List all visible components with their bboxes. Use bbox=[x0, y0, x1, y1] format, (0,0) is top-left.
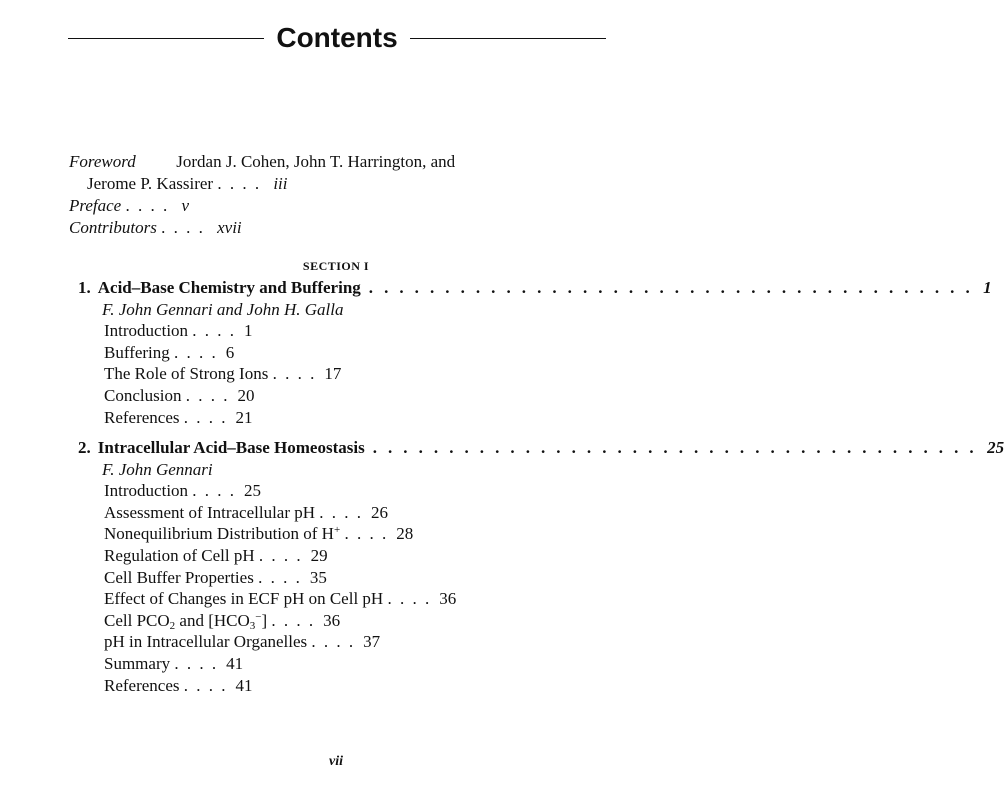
entry-title: pH in Intracellular Organelles bbox=[104, 632, 308, 652]
entry-title-part: Cell PCO bbox=[104, 610, 170, 630]
dot-leader: . . . . bbox=[192, 481, 237, 501]
foreword-entry-cont bbox=[69, 173, 609, 195]
contributors-label: Contributors bbox=[69, 218, 157, 237]
entry-page: 41 bbox=[226, 653, 244, 673]
entry-page: 36 bbox=[323, 610, 341, 630]
foreword-authors-line1: Jordan J. Cohen, John T. Harrington, and bbox=[176, 152, 456, 171]
dot-leader: . . . . bbox=[217, 174, 262, 193]
contributors-page: xvii bbox=[217, 218, 242, 237]
entry-page: 25 bbox=[244, 481, 262, 501]
chapter-title: Intracellular Acid–Base Homeostasis bbox=[97, 438, 365, 457]
chapter-title-row bbox=[78, 437, 1004, 459]
entry-title: Effect of Changes in ECF pH on Cell pH bbox=[104, 589, 384, 609]
dot-leader: . . . . bbox=[183, 407, 228, 427]
entry-page: 20 bbox=[237, 385, 255, 405]
chapter-dot-leader: . . . . . . . . . . . . . . . . . . . . . . . . . . . . . . . . . . . . . . . . bbox=[372, 438, 978, 457]
toc-entry bbox=[78, 342, 608, 364]
entry-title: References bbox=[104, 675, 180, 695]
foreword-page: iii bbox=[273, 174, 288, 193]
dot-leader: . . . . bbox=[185, 385, 230, 405]
toc-entry bbox=[78, 653, 608, 675]
entry-title-part: and [HCO bbox=[175, 610, 250, 630]
dot-leader: . . . . bbox=[161, 218, 205, 237]
entry-page: 1 bbox=[244, 321, 253, 341]
entry-title: Conclusion bbox=[104, 385, 182, 405]
entry-title: Summary bbox=[104, 653, 171, 673]
page-title: Contents bbox=[276, 22, 398, 53]
entry-title: Assessment of Intracellular pH bbox=[104, 502, 316, 522]
heading-rule-right bbox=[410, 38, 606, 39]
dot-leader: . . . . bbox=[272, 364, 317, 384]
entry-title: Introduction bbox=[104, 321, 189, 341]
entry-title: Nonequilibrium Distribution of H bbox=[104, 524, 334, 544]
entry-superscript: − bbox=[255, 610, 262, 623]
dot-leader: . . . . bbox=[174, 653, 219, 673]
dot-leader: . . . . bbox=[387, 589, 432, 609]
dot-leader: . . . . bbox=[258, 545, 303, 565]
dot-leader: . . . . bbox=[174, 342, 218, 362]
dot-leader: . . . . bbox=[344, 524, 389, 544]
chapter-dot-leader: . . . . . . . . . . . . . . . . . . . . . . . . . . . . . . . . . . . . . . . . bbox=[368, 278, 974, 297]
entry-page: 26 bbox=[371, 502, 389, 522]
entry-page: 6 bbox=[225, 342, 235, 362]
entry-page: 36 bbox=[439, 589, 457, 609]
foreword-label: Foreword bbox=[69, 152, 136, 171]
preface-entry bbox=[69, 195, 609, 217]
dot-leader: . . . . bbox=[183, 675, 228, 695]
entry-title: Regulation of Cell pH bbox=[104, 545, 255, 565]
entry-title bbox=[104, 611, 267, 630]
toc-entry bbox=[78, 320, 608, 342]
toc-entry bbox=[78, 675, 608, 697]
toc-entry bbox=[78, 631, 608, 653]
contributors-entry bbox=[69, 217, 609, 239]
entry-title-part: ] bbox=[261, 610, 268, 630]
preface-page: v bbox=[181, 196, 190, 215]
entry-subscript: 3 bbox=[249, 619, 256, 632]
front-matter bbox=[69, 151, 609, 239]
entry-page: 21 bbox=[235, 407, 253, 427]
entry-title: Cell Buffer Properties bbox=[104, 567, 254, 587]
dot-leader: . . . . bbox=[125, 196, 170, 215]
toc-entry bbox=[78, 407, 608, 429]
entry-title: References bbox=[104, 407, 180, 427]
page-number: vii bbox=[329, 754, 343, 769]
dot-leader: . . . . bbox=[192, 321, 237, 341]
toc-entry bbox=[78, 480, 608, 502]
entry-page: 35 bbox=[309, 567, 327, 587]
entry-title: The Role of Strong Ions bbox=[104, 364, 269, 384]
toc-entry bbox=[78, 545, 608, 567]
toc-entry bbox=[78, 385, 608, 407]
entry-title: Buffering bbox=[104, 342, 170, 362]
toc-entry bbox=[78, 523, 608, 545]
toc-entry bbox=[78, 610, 608, 632]
entry-page: 29 bbox=[310, 545, 328, 565]
entry-page: 17 bbox=[324, 364, 342, 384]
entry-title: Introduction bbox=[104, 481, 189, 501]
toc-entry bbox=[78, 363, 608, 385]
chapter-page: 1 bbox=[983, 278, 992, 297]
dot-leader: . . . . bbox=[319, 502, 364, 522]
entry-superscript: + bbox=[333, 524, 341, 537]
dot-leader: . . . . bbox=[311, 632, 356, 652]
entry-page: 37 bbox=[363, 632, 381, 652]
chapter-authors: F. John Gennari bbox=[102, 459, 213, 479]
chapter-1 bbox=[78, 277, 992, 428]
foreword-entry bbox=[69, 151, 609, 173]
dot-leader: . . . . bbox=[271, 610, 316, 630]
entry-subscript: 2 bbox=[169, 619, 176, 632]
chapter-title-row bbox=[78, 277, 992, 299]
chapter-2 bbox=[78, 437, 1004, 696]
toc-entry bbox=[78, 567, 608, 589]
preface-label: Preface bbox=[69, 196, 122, 215]
heading-rule-left bbox=[68, 38, 264, 39]
contents-heading bbox=[68, 18, 606, 58]
foreword-authors-line2: Jerome P. Kassirer bbox=[87, 174, 214, 193]
chapter-page: 25 bbox=[987, 438, 1004, 457]
section-label: SECTION I bbox=[302, 259, 370, 273]
toc-entry bbox=[78, 502, 608, 524]
chapter-number: 1. bbox=[78, 278, 91, 297]
dot-leader: . . . . bbox=[258, 567, 302, 587]
chapter-number: 2. bbox=[78, 438, 91, 457]
chapter-authors: F. John Gennari and John H. Galla bbox=[102, 299, 344, 319]
entry-page: 28 bbox=[396, 524, 414, 544]
entry-page: 41 bbox=[235, 675, 253, 695]
chapter-title: Acid–Base Chemistry and Buffering bbox=[97, 278, 361, 297]
toc-entry bbox=[78, 588, 608, 610]
